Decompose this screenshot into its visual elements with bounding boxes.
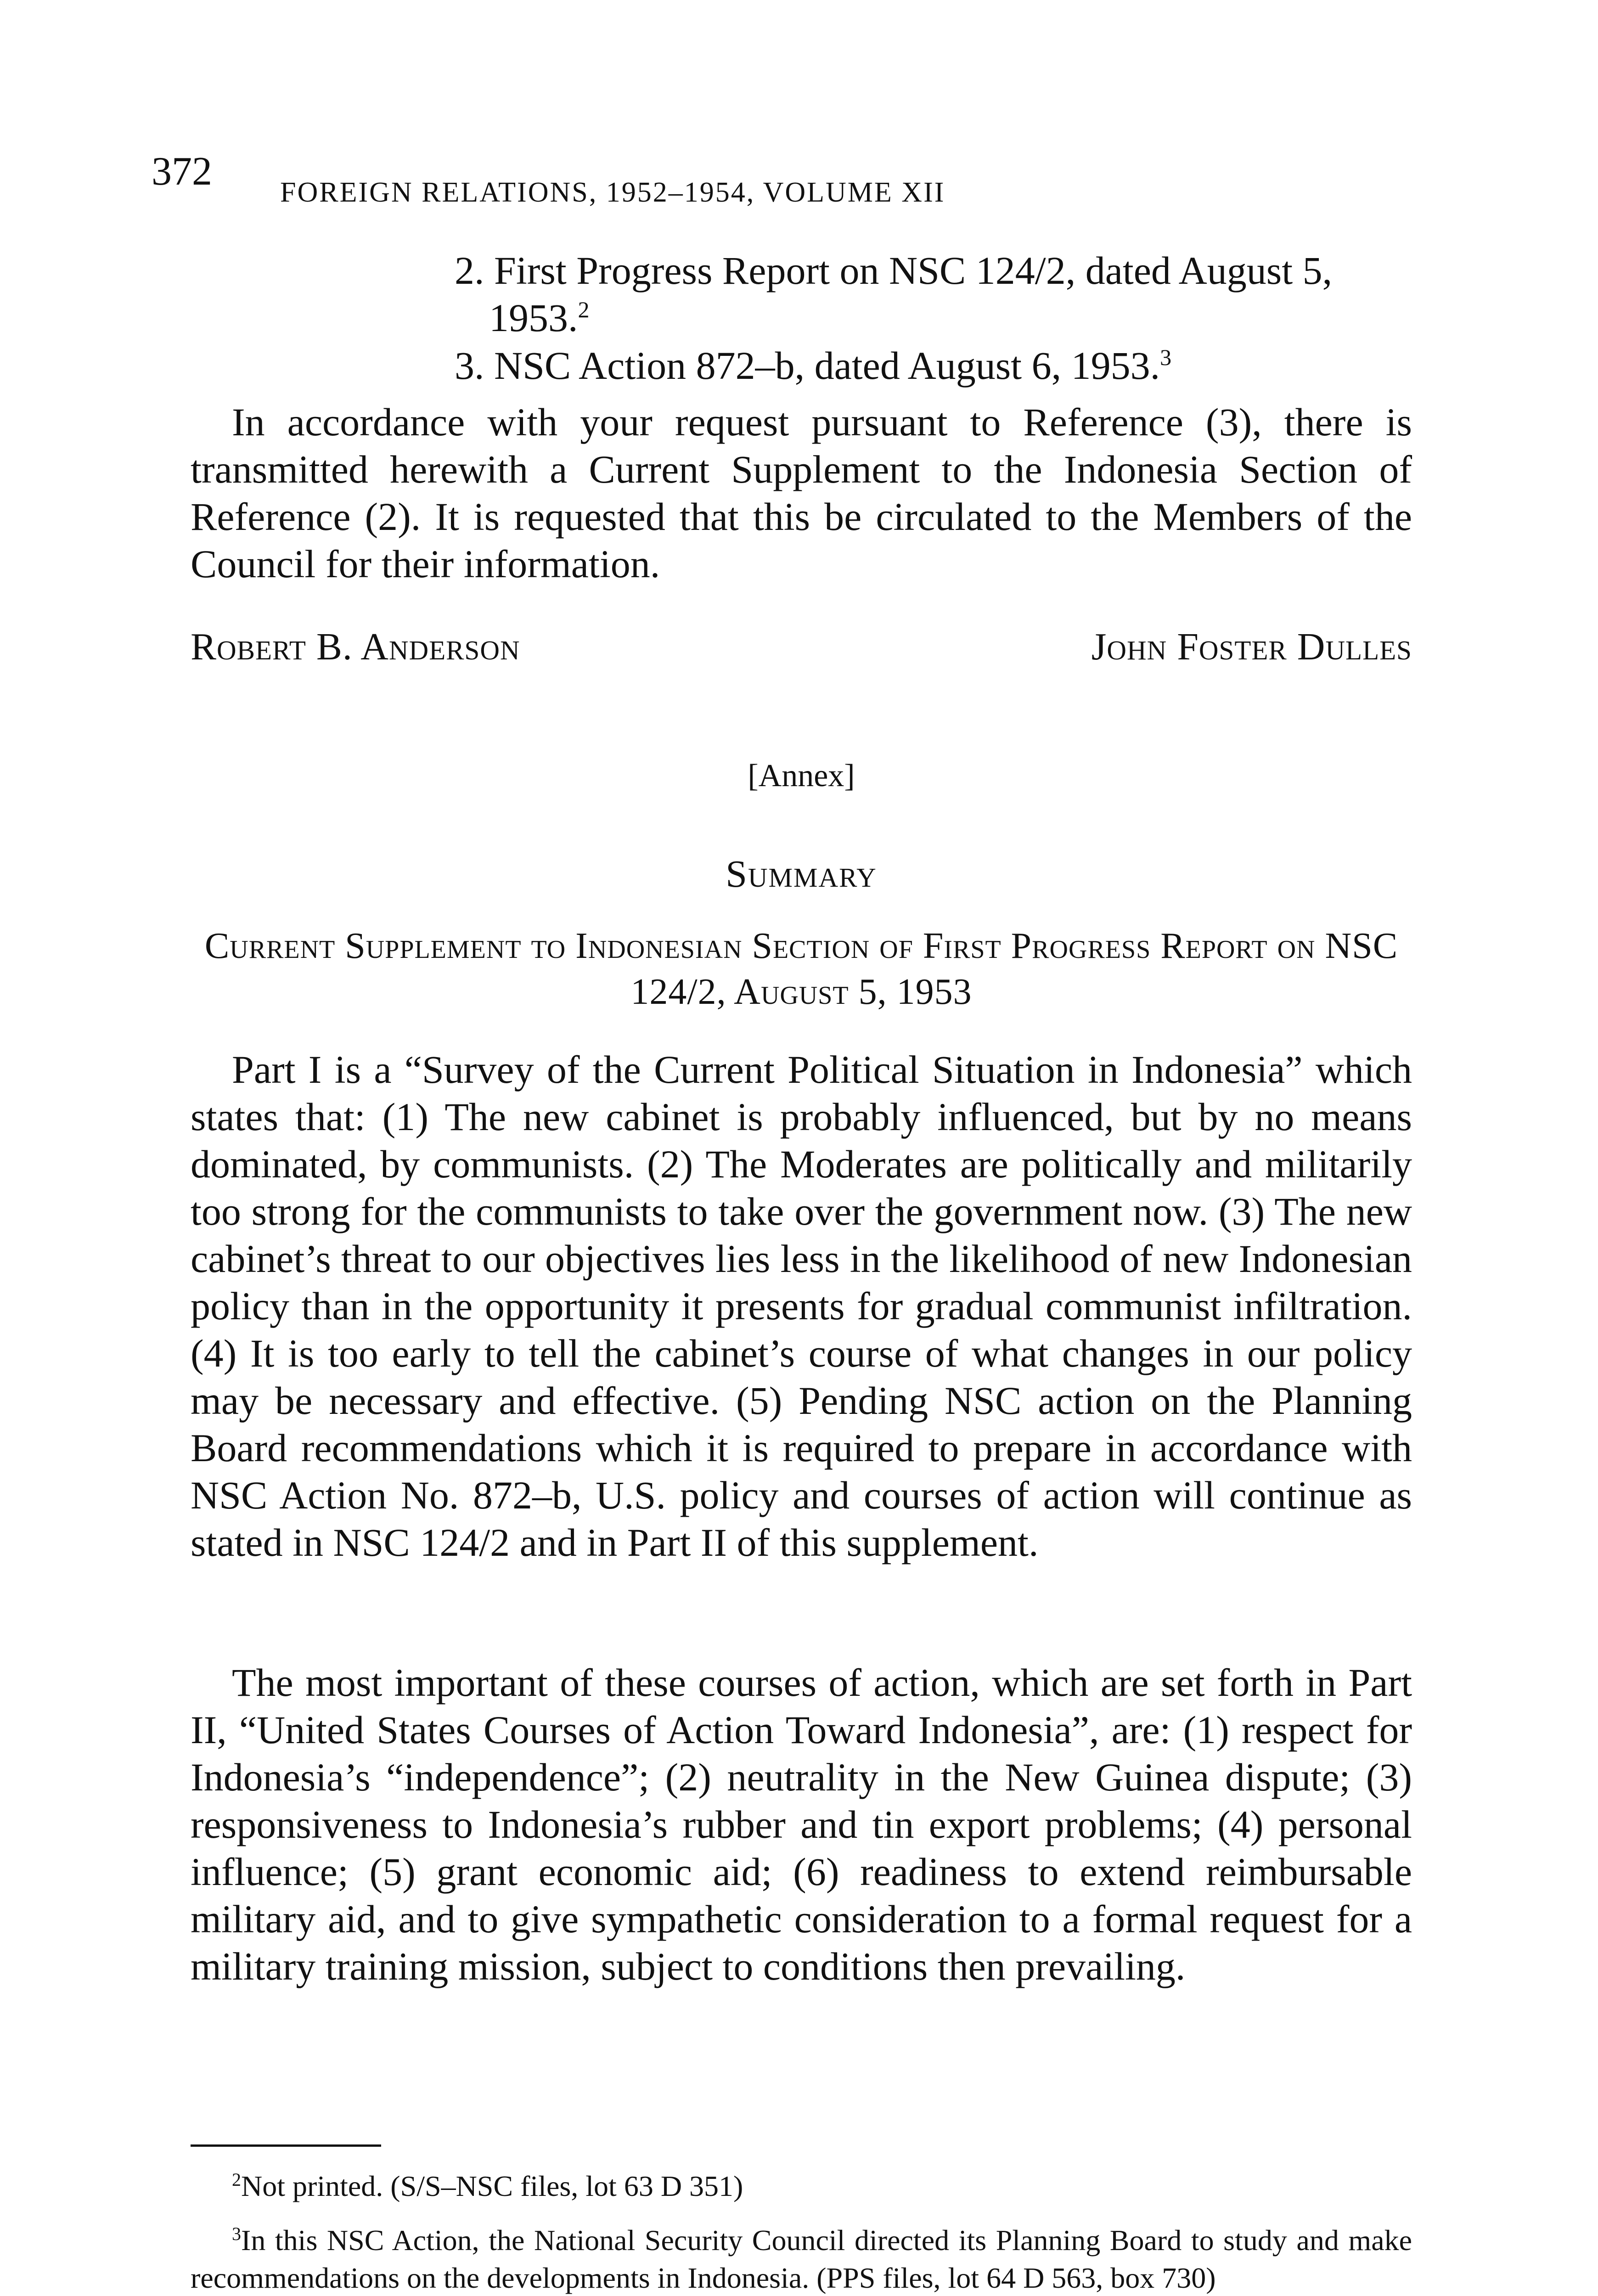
footnote-text: Not printed. (S/S–NSC files, lot 63 D 351) (241, 2170, 743, 2202)
signature-right: John Foster Dulles (1091, 625, 1412, 668)
reference-text: 3. NSC Action 872–b, dated August 6, 1953. (455, 343, 1160, 388)
footnote-marker: 2 (578, 297, 590, 322)
body-paragraph: Part I is a “Survey of the Current Political Situation in Indonesia” which states that: (1) The new cabinet is probably influenced, but by no means dominated, by communists. (2) The Moderates are politically and militarily too strong for the communists to take over the government now. (3) The new cabinet’s threat to our objectives lies less in the likelihood of new Indonesian policy than in the opportunity it presents for gradual communist infiltration. (4) It is too early to tell the cabinet’s course of what changes in our policy may be necessary and effective. (5) Pending NSC action on the Planning Board recommendations which it is required to prepare in accordance with NSC Action No. 872–b, U.S. policy and courses of action will continue as stated in NSC 124/2 and in Part II of this supplement. (191, 1047, 1412, 1564)
reference-item (455, 342, 1433, 389)
running-title: FOREIGN RELATIONS, 1952–1954, VOLUME XII (280, 177, 945, 208)
footnote-marker: 2 (232, 2169, 241, 2190)
annex-label: [Annex] (748, 758, 855, 793)
reference-item (455, 247, 1433, 342)
footnote-text: In this NSC Action, the National Security Council directed its Planning Board to study and make recommendations on the developments in Indonesia. (PPS files, lot 64 D 563, box 730) (191, 2224, 1412, 2294)
summary-heading: Summary (726, 853, 877, 895)
footnote (191, 2167, 1412, 2205)
footnote-marker: 3 (1160, 344, 1172, 370)
signature-left: Robert B. Anderson (191, 625, 520, 668)
footnote (191, 2222, 1412, 2296)
footnote-divider (191, 2144, 381, 2147)
intro-paragraph: In accordance with your request pursuant to Reference (3), there is transmitted herewith a Current Supplement to the Indonesia Section of Reference (2). It is requested that this be circulated to the Members of the Council for their information. (191, 400, 1412, 586)
page-number: 372 (152, 149, 212, 194)
body-paragraph: The most important of these courses of action, which are set forth in Part II, “United States Courses of Action Toward Indonesia”, are: (1) respect for Indonesia’s “independence”; (2) neutrality in the New Guinea dispute; (3) responsiveness to Indonesia’s rubber and tin export problems; (4) personal influence; (5) grant economic aid; (6) readiness to extend reimbursable military aid, and to give sympathetic consideration to a formal request for a military training mission, subject to conditions then prevailing. (191, 1660, 1412, 1988)
document-subheading: Current Supplement to Indonesian Section of First Progress Report on NSC 124/2, August 5, 1953 (204, 926, 1398, 1012)
footnote-marker: 3 (232, 2223, 241, 2244)
reference-text: 2. First Progress Report on NSC 124/2, dated August 5, 1953. (455, 248, 1333, 340)
